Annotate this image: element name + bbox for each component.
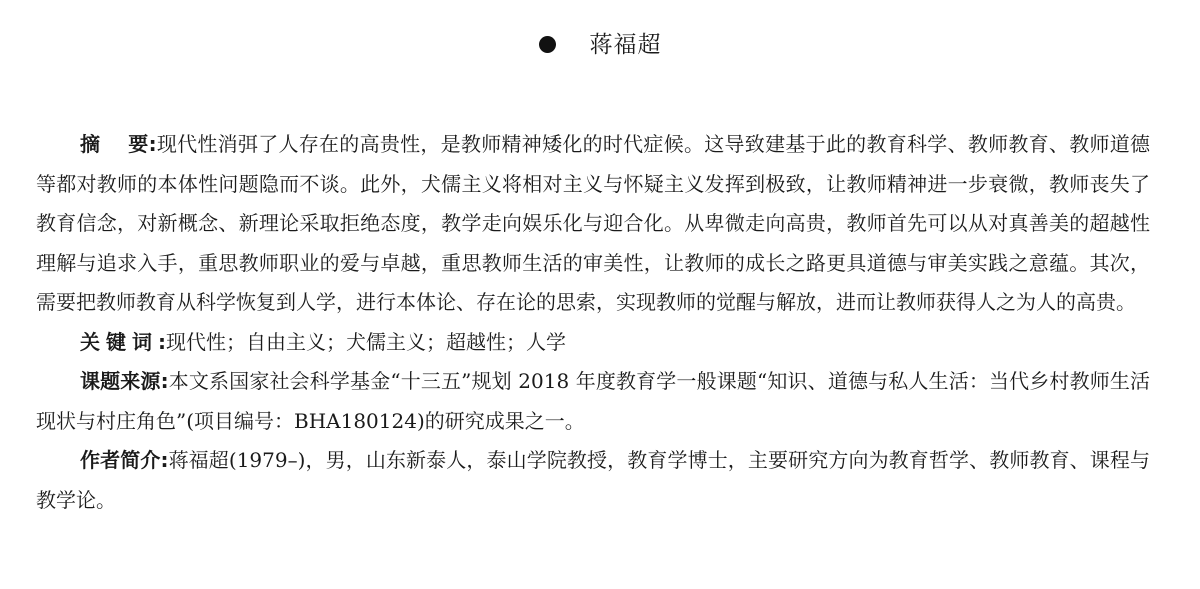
bullet-icon	[539, 36, 556, 53]
abstract-paragraph	[36, 125, 1150, 323]
article-front-matter	[36, 125, 1150, 520]
bio-colon: :	[160, 448, 169, 472]
keywords-colon: :	[158, 329, 166, 354]
bio-paragraph	[36, 441, 1150, 520]
abstract-text: 现代性消弭了人存在的高贵性，是教师精神矮化的时代症候。这导致建基于此的教育科学、教师教育、教师道德等都对教师的本体性问题隐而不谈。此外，犬儒主义将相对主义与怀疑主义发挥到极致，让教师精神进一步衰微，教师丧失了教育信念，对新概念、新理论采取拒绝态度，教学走向娱乐化与迎合化。从卑微走向高贵，教师首先可以从对真善美的超越性理解与追求入手，重思教师职业的爱与卓越，重思教师生活的审美性，让教师的成长之路更具道德与审美实践之意蕴。其次，需要把教师教育从科学恢复到人学，进行本体论、存在论的思索，实现教师的觉醒与解放，进而让教师获得人之为人的高贵。	[36, 132, 1151, 314]
funding-colon: :	[160, 369, 169, 393]
keywords-label: 关键词	[80, 329, 158, 354]
keywords-text: 现代性；自由主义；犬儒主义；超越性；人学	[166, 329, 566, 354]
abstract-label-part2: 要	[128, 132, 149, 156]
keywords-paragraph	[36, 323, 1150, 363]
funding-label: 课题来源	[80, 369, 161, 393]
bio-label: 作者简介	[80, 448, 161, 472]
funding-text: 本文系国家社会科学基金“十三五”规划 2018 年度教育学一般课题“知识、道德与私人生活：当代乡村教师生活现状与村庄角色”(项目编号：BHA180124)的研究成果之一。	[36, 369, 1151, 433]
funding-paragraph	[36, 362, 1150, 441]
bio-text: 蒋福超(1979–)，男，山东新泰人，泰山学院教授，教育学博士，主要研究方向为教育哲学、教师教育、课程与教学论。	[36, 448, 1151, 512]
author-line	[0, 28, 1200, 62]
abstract-label-part1: 摘	[80, 132, 129, 156]
author-name: 蒋福超	[589, 32, 662, 58]
abstract-colon: :	[148, 132, 157, 156]
